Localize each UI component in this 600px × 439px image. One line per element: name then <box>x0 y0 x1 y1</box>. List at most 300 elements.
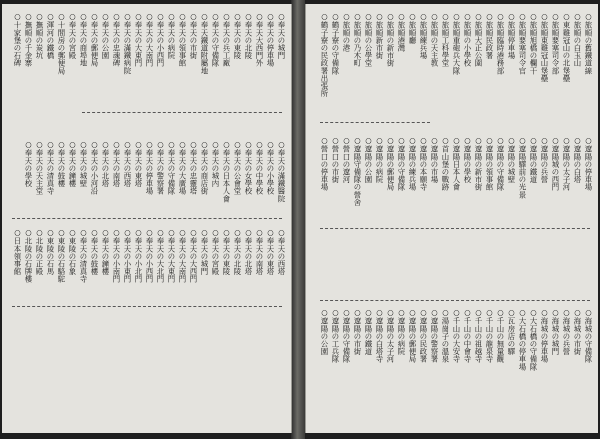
bullet-mark: ○ <box>331 12 340 22</box>
caption-text: 奉天の大西門 <box>189 237 198 283</box>
caption-entry <box>330 308 341 426</box>
bullet-mark: ○ <box>540 308 549 318</box>
bullet-mark: ○ <box>529 136 538 146</box>
caption-text: 遼陽守備隊の營舍 <box>353 145 362 207</box>
caption-entry <box>254 228 265 424</box>
caption-entry <box>254 12 265 134</box>
caption-entry <box>330 12 341 134</box>
caption-text: 奉天の東陵 <box>233 21 242 60</box>
caption-text: 奉天の大東門 <box>134 21 143 67</box>
bullet-mark: ○ <box>101 140 110 150</box>
caption-entry <box>396 136 407 264</box>
caption-text: 奉天の守備隊 <box>211 21 220 67</box>
caption-text: 營口の市街 <box>331 145 340 184</box>
caption-entry <box>319 308 330 426</box>
caption-entry <box>561 136 572 264</box>
caption-text: 奉天の南塔 <box>255 237 264 276</box>
caption-text: 遼陽の太子河 <box>386 317 395 363</box>
bullet-mark: ○ <box>35 140 44 150</box>
caption-entry <box>352 308 363 426</box>
bullet-mark: ○ <box>211 140 220 150</box>
book-gutter <box>291 0 305 439</box>
caption-entry <box>473 12 484 134</box>
bullet-mark: ○ <box>233 12 242 22</box>
caption-text: 奉天の宮殿 <box>68 21 77 60</box>
bullet-mark: ○ <box>244 140 253 150</box>
bullet-mark: ○ <box>584 12 593 22</box>
caption-text: 北陵の正殿 <box>35 237 44 276</box>
caption-text: 海城の市街 <box>573 317 582 356</box>
caption-text: 旅順の舊鐵道線 <box>584 21 593 75</box>
caption-text: 奉天の學校 <box>24 149 33 188</box>
caption-text: 旅順の白玉山 <box>573 21 582 67</box>
caption-text: 旅順民政署 <box>485 21 494 60</box>
caption-text: 旅順要塞司令部 <box>551 21 560 75</box>
right-page-divider-2 <box>320 228 590 229</box>
caption-text: 海城の守備隊 <box>584 317 593 363</box>
bullet-mark: ○ <box>255 140 264 150</box>
caption-text: 大石橋の守備隊 <box>529 317 538 371</box>
caption-text: 旅順工科學堂 <box>441 21 450 67</box>
bullet-mark: ○ <box>386 308 395 318</box>
caption-entry <box>133 12 144 134</box>
caption-entry <box>484 308 495 426</box>
caption-entry <box>583 12 594 134</box>
caption-text: 遼陽の市街 <box>353 317 362 356</box>
right-page-divider-3 <box>320 300 590 301</box>
caption-entry <box>56 12 67 134</box>
caption-text: 奉天の病院 <box>167 21 176 60</box>
bullet-mark: ○ <box>79 228 88 238</box>
caption-text: 奉天の兵工廠 <box>222 21 231 67</box>
bullet-mark: ○ <box>507 136 516 146</box>
right-page-divider-1 <box>320 122 430 123</box>
bullet-mark: ○ <box>463 136 472 146</box>
bullet-mark: ○ <box>408 12 417 22</box>
bullet-mark: ○ <box>79 12 88 22</box>
caption-text: 遼陽の公園 <box>364 145 373 184</box>
bullet-mark: ○ <box>57 228 66 238</box>
caption-text: 旅順の港 <box>342 21 351 52</box>
caption-text: 遼陽の領事館 <box>485 145 494 191</box>
bullet-mark: ○ <box>145 140 154 150</box>
caption-entry <box>232 228 243 424</box>
caption-entry <box>352 136 363 264</box>
caption-entry <box>341 136 352 264</box>
caption-entry <box>517 308 528 426</box>
bullet-mark: ○ <box>408 308 417 318</box>
caption-text: 奉天の東陵 <box>222 237 231 276</box>
caption-entry <box>23 228 34 424</box>
caption-entry <box>111 12 122 134</box>
caption-entry <box>418 136 429 264</box>
bullet-mark: ○ <box>419 308 428 318</box>
caption-entry <box>34 228 45 424</box>
caption-entry <box>539 136 550 264</box>
caption-entry <box>341 308 352 426</box>
caption-entry <box>155 228 166 424</box>
caption-entry <box>495 308 506 426</box>
caption-text: 遼陽の兵營 <box>540 145 549 184</box>
caption-text: 千山の祖越寺 <box>474 317 483 363</box>
caption-entry <box>506 12 517 134</box>
caption-text: 奉天の西塔 <box>123 149 132 188</box>
bullet-mark: ○ <box>266 228 275 238</box>
bullet-mark: ○ <box>134 12 143 22</box>
bullet-mark: ○ <box>24 228 33 238</box>
bullet-mark: ○ <box>90 12 99 22</box>
caption-text: 奉天の領事館 <box>178 21 187 67</box>
caption-entry <box>561 308 572 426</box>
caption-text: 奉天の東塔 <box>134 149 143 188</box>
caption-text: 遼陽の太子河 <box>562 145 571 191</box>
bullet-mark: ○ <box>277 140 286 150</box>
bullet-mark: ○ <box>277 228 286 238</box>
caption-text: 奉天の北塔 <box>244 237 253 276</box>
left-page-bottom-band <box>6 228 287 424</box>
bullet-mark: ○ <box>167 12 176 22</box>
bullet-mark: ○ <box>101 12 110 22</box>
caption-entry <box>462 12 473 134</box>
caption-entry <box>363 12 374 134</box>
caption-text: 旅順港灣 <box>397 21 406 52</box>
caption-text: 十間房の郵便局 <box>57 21 66 75</box>
caption-text: 奉天の滿鐵病院 <box>123 21 132 75</box>
caption-text: 大石橋の停車場 <box>518 317 527 371</box>
caption-text: 奉天の鼓樓 <box>57 149 66 188</box>
bullet-mark: ○ <box>46 140 55 150</box>
bullet-mark: ○ <box>189 140 198 150</box>
left-page-divider-3 <box>12 306 282 307</box>
caption-text: 遼陽城の西門 <box>551 145 560 191</box>
caption-text: 奉天の清真寺 <box>46 149 55 195</box>
caption-entry <box>210 228 221 424</box>
caption-entry <box>517 136 528 264</box>
caption-entry <box>385 12 396 134</box>
bullet-mark: ○ <box>551 12 560 22</box>
caption-text: 旅順の公學堂 <box>364 21 373 67</box>
bullet-mark: ○ <box>551 136 560 146</box>
caption-text: 奉天の女學校 <box>244 149 253 195</box>
caption-text: 奉天の小南門 <box>112 237 121 283</box>
caption-text: 旅順新市街 <box>375 21 384 60</box>
caption-text: 遼陽の公園 <box>320 317 329 356</box>
caption-entry <box>550 136 561 264</box>
caption-entry <box>539 12 550 134</box>
caption-entry <box>67 12 78 134</box>
bullet-mark: ○ <box>145 228 154 238</box>
caption-entry <box>111 228 122 424</box>
bullet-mark: ○ <box>364 136 373 146</box>
bullet-mark: ○ <box>353 308 362 318</box>
caption-text: 遼陽日本人會 <box>452 145 461 191</box>
caption-text: 遼陽の守備隊 <box>496 145 505 191</box>
caption-entry <box>506 136 517 264</box>
caption-entry <box>45 228 56 424</box>
caption-entry <box>473 136 484 264</box>
bullet-mark: ○ <box>485 308 494 318</box>
caption-entry <box>210 12 221 134</box>
bullet-mark: ○ <box>13 12 22 22</box>
caption-text: 旅順重砲兵大隊 <box>452 21 461 75</box>
caption-entry <box>23 12 34 134</box>
bullet-mark: ○ <box>386 12 395 22</box>
bullet-mark: ○ <box>167 140 176 150</box>
caption-entry <box>583 136 594 264</box>
bullet-mark: ○ <box>68 228 77 238</box>
bullet-mark: ○ <box>507 308 516 318</box>
caption-entry <box>177 12 188 134</box>
bullet-mark: ○ <box>496 308 505 318</box>
left-page-divider-1 <box>82 112 282 113</box>
bullet-mark: ○ <box>364 12 373 22</box>
caption-text: 湯崗子の溫泉 <box>441 317 450 363</box>
bullet-mark: ○ <box>342 136 351 146</box>
caption-entry <box>451 136 462 264</box>
bullet-mark: ○ <box>573 136 582 146</box>
caption-entry <box>495 12 506 134</box>
bullet-mark: ○ <box>364 308 373 318</box>
bullet-mark: ○ <box>101 228 110 238</box>
caption-text: 鶴子寮の民政署出張所 <box>320 21 329 98</box>
bullet-mark: ○ <box>320 308 329 318</box>
bullet-mark: ○ <box>13 228 22 238</box>
caption-entry <box>78 12 89 134</box>
caption-entry <box>352 12 363 134</box>
caption-text: 千山の大安寺 <box>452 317 461 363</box>
bullet-mark: ○ <box>474 308 483 318</box>
caption-entry <box>12 228 23 424</box>
bullet-mark: ○ <box>112 12 121 22</box>
caption-entry <box>440 12 451 134</box>
caption-entry <box>265 12 276 134</box>
caption-text: 奉天の小西門 <box>156 21 165 67</box>
caption-entry <box>407 136 418 264</box>
caption-text: 千山の中會寺 <box>463 317 472 363</box>
caption-text: 奉天の城壁 <box>79 149 88 188</box>
bullet-mark: ○ <box>518 136 527 146</box>
caption-text: 奉天の北陵 <box>233 237 242 276</box>
caption-entry <box>155 12 166 134</box>
caption-text: 遼陽の城壁 <box>507 145 516 184</box>
caption-text: 營口の停車場 <box>320 145 329 191</box>
caption-text: 遼陽の鐵道 <box>364 317 373 356</box>
bullet-mark: ○ <box>233 140 242 150</box>
bullet-mark: ○ <box>200 140 209 150</box>
bullet-mark: ○ <box>496 136 505 146</box>
caption-text: 奉天の鼓樓 <box>90 237 99 276</box>
caption-entry <box>144 228 155 424</box>
caption-text: 渾河の鐵橋 <box>46 21 55 60</box>
caption-text: 遼陽の警察署 <box>430 317 439 363</box>
caption-text: 奉天の忠魂碑 <box>112 21 121 67</box>
caption-entry <box>484 12 495 134</box>
bullet-mark: ○ <box>463 12 472 22</box>
caption-entry <box>221 12 232 134</box>
right-page-bottom-band <box>310 308 594 426</box>
caption-entry <box>495 136 506 264</box>
caption-entry <box>374 136 385 264</box>
caption-text: 奉天の小東門 <box>123 237 132 283</box>
caption-text: 奉天の大南門 <box>178 237 187 283</box>
caption-text: 東陵の石馬 <box>46 237 55 276</box>
bullet-mark: ○ <box>79 140 88 150</box>
bullet-mark: ○ <box>452 308 461 318</box>
bullet-mark: ○ <box>255 12 264 22</box>
caption-entry <box>418 308 429 426</box>
bullet-mark: ○ <box>562 12 571 22</box>
caption-entry <box>144 12 155 134</box>
caption-text: 遼陽の郵便局 <box>408 317 417 363</box>
bullet-mark: ○ <box>452 12 461 22</box>
caption-entry <box>385 308 396 426</box>
bullet-mark: ○ <box>244 228 253 238</box>
caption-entry <box>528 136 539 264</box>
bullet-mark: ○ <box>178 140 187 150</box>
caption-entry <box>572 308 583 426</box>
caption-text: 奉天鐵道附屬地 <box>200 21 209 75</box>
caption-entry <box>100 228 111 424</box>
caption-text: 奉天の小北門 <box>134 237 143 283</box>
caption-entry <box>56 228 67 424</box>
caption-text: 東雞冠山の北堡壘 <box>562 21 571 83</box>
caption-text: 奉天の忠靈塔 <box>189 149 198 195</box>
caption-entry <box>451 12 462 134</box>
bullet-mark: ○ <box>68 140 77 150</box>
bullet-mark: ○ <box>244 12 253 22</box>
caption-entry <box>506 308 517 426</box>
bullet-mark: ○ <box>331 136 340 146</box>
bullet-mark: ○ <box>123 12 132 22</box>
caption-text: 旅順大正公園 <box>474 21 483 67</box>
caption-entry <box>199 12 210 134</box>
caption-text: 奉天の小學校 <box>266 149 275 195</box>
bullet-mark: ○ <box>46 228 55 238</box>
caption-text: 奉天の鐘樓 <box>68 149 77 188</box>
caption-entry <box>407 12 418 134</box>
caption-entry <box>484 136 495 264</box>
caption-text: 奉天大西門外 <box>255 21 264 67</box>
caption-text: 奉天の大南門 <box>145 21 154 67</box>
bullet-mark: ○ <box>408 136 417 146</box>
bullet-mark: ○ <box>57 12 66 22</box>
bullet-mark: ○ <box>474 136 483 146</box>
caption-entry <box>583 308 594 426</box>
caption-entry <box>232 12 243 134</box>
bullet-mark: ○ <box>90 140 99 150</box>
caption-entry <box>429 136 440 264</box>
caption-entry <box>462 308 473 426</box>
caption-entry <box>451 308 462 426</box>
caption-text: 遼陽驛前の光景 <box>518 145 527 199</box>
caption-text: 奉天の中學校 <box>255 149 264 195</box>
bullet-mark: ○ <box>134 140 143 150</box>
bullet-mark: ○ <box>156 140 165 150</box>
caption-entry <box>572 12 583 134</box>
bullet-mark: ○ <box>584 136 593 146</box>
caption-entry <box>341 12 352 134</box>
caption-text: 遼陽の病院 <box>375 145 384 184</box>
bullet-mark: ○ <box>353 136 362 146</box>
bullet-mark: ○ <box>35 228 44 238</box>
caption-text: 遼陽の鐵道 <box>529 145 538 184</box>
caption-text: 奉天の城門 <box>277 21 286 60</box>
caption-text: 東陵の石駱駝 <box>57 237 66 283</box>
caption-entry <box>517 12 528 134</box>
caption-text: 旅順廳 <box>408 21 417 45</box>
caption-text: 日本領事館 <box>13 237 22 276</box>
bullet-mark: ○ <box>386 136 395 146</box>
bullet-mark: ○ <box>134 228 143 238</box>
bullet-mark: ○ <box>518 12 527 22</box>
caption-text: 遼陽の本願寺 <box>419 145 428 191</box>
bullet-mark: ○ <box>507 12 516 22</box>
caption-entry <box>374 308 385 426</box>
bullet-mark: ○ <box>222 140 231 150</box>
bullet-mark: ○ <box>573 12 582 22</box>
bullet-mark: ○ <box>529 12 538 22</box>
caption-text: 奉天の停車場 <box>266 21 275 67</box>
caption-text: 北陵の石牌樓 <box>24 237 33 283</box>
bullet-mark: ○ <box>375 12 384 22</box>
caption-entry <box>34 12 45 134</box>
caption-text: 奉天の市街 <box>189 21 198 60</box>
caption-entry <box>550 12 561 134</box>
caption-text: 海城の停車場 <box>540 317 549 363</box>
bullet-mark: ○ <box>123 228 132 238</box>
caption-text: 奉天の城門 <box>200 237 209 276</box>
bullet-mark: ○ <box>529 308 538 318</box>
bullet-mark: ○ <box>430 308 439 318</box>
caption-entry <box>166 228 177 424</box>
caption-text: 奉天の城内 <box>211 149 220 188</box>
caption-entry <box>550 308 561 426</box>
caption-text: 奉天の清真寺 <box>79 237 88 283</box>
bullet-mark: ○ <box>375 136 384 146</box>
caption-text: 奉天の東塔 <box>266 237 275 276</box>
bullet-mark: ○ <box>200 228 209 238</box>
caption-text: 奉天の大東門 <box>167 237 176 283</box>
caption-entry <box>473 308 484 426</box>
bullet-mark: ○ <box>46 12 55 22</box>
caption-text: 遼陽の守備隊 <box>342 317 351 363</box>
caption-entry <box>67 228 78 424</box>
bullet-mark: ○ <box>463 308 472 318</box>
bullet-mark: ○ <box>375 308 384 318</box>
bullet-mark: ○ <box>57 140 66 150</box>
caption-entry <box>418 12 429 134</box>
caption-entry <box>276 12 287 134</box>
bullet-mark: ○ <box>200 12 209 22</box>
caption-entry <box>539 308 550 426</box>
caption-text: 千山の無量觀 <box>496 317 505 363</box>
bullet-mark: ○ <box>189 228 198 238</box>
caption-entry <box>363 308 374 426</box>
bullet-mark: ○ <box>441 12 450 22</box>
caption-text: 奉天の大北門 <box>156 237 165 283</box>
caption-entry <box>122 228 133 424</box>
caption-text: 奉天の北陵 <box>244 21 253 60</box>
caption-entry <box>374 12 385 134</box>
bullet-mark: ○ <box>145 12 154 22</box>
caption-text: 遼陽の白塔寺 <box>375 317 384 363</box>
right-page-top-band <box>310 12 594 134</box>
caption-entry <box>407 308 418 426</box>
bullet-mark: ○ <box>584 308 593 318</box>
bullet-mark: ○ <box>331 308 340 318</box>
bullet-mark: ○ <box>178 228 187 238</box>
caption-text: 奉天の大廣場 <box>178 149 187 195</box>
